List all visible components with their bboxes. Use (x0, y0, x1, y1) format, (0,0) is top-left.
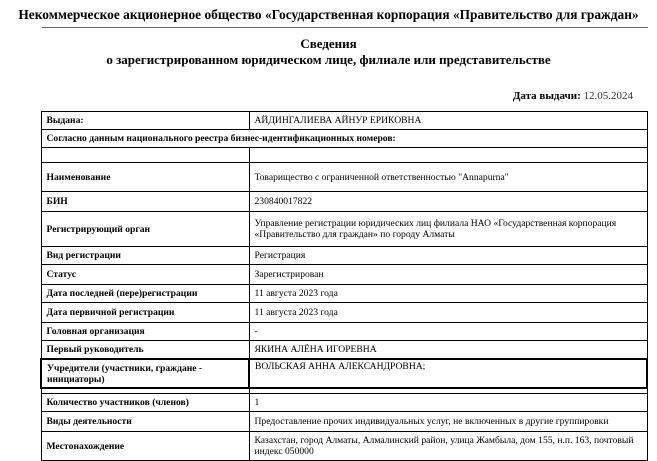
row-value-founders: ВОЛЬСКАЯ АННА АЛЕКСАНДРОВНА; (249, 359, 647, 388)
table-row (41, 163, 647, 192)
row-label-first-manager: Первый руководитель (41, 341, 249, 360)
header-divider (42, 27, 648, 28)
row-label-participant-count: Количество участников (членов) (41, 394, 249, 412)
table-row-source-note (41, 130, 647, 148)
table-row-issued-to (41, 112, 647, 130)
row-label-registering-authority: Регистрирующий орган (41, 212, 249, 247)
document-title: Сведения (300, 36, 357, 51)
table-row (41, 341, 647, 360)
row-label-first-registration: Дата первичной регистрации (41, 303, 249, 323)
table-row (41, 432, 647, 461)
row-label-last-registration: Дата последней (пере)регистрации (41, 285, 249, 303)
row-label-bin: БИН (41, 192, 249, 212)
document-subtitle: о зарегистрированном юридическом лице, филиале или представительстве (106, 52, 551, 67)
registration-info-table (40, 111, 648, 461)
issue-date-value: 12.05.2024 (583, 90, 633, 102)
table-row (41, 323, 647, 341)
table-row (41, 359, 647, 388)
row-value-first-manager: ЯКИНА АЛЁНА ИГОРЕВНА (249, 341, 647, 360)
issued-to-label: Выдана: (41, 112, 249, 130)
row-value-name: Товарищество с ограниченной ответственностью "Annapurna" (249, 163, 647, 192)
row-value-first-registration: 11 августа 2023 года (249, 303, 647, 323)
issue-date (513, 89, 633, 103)
organization-title: Некоммерческое акционерное общество «Государственная корпорация «Правительство для граждан» (18, 7, 639, 22)
row-label-head-organization: Головная организация (41, 323, 249, 341)
row-value-registration-type: Регистрация (249, 247, 647, 265)
table-row (41, 265, 647, 285)
issued-to-value: АЙДИНГАЛИЕВА АЙНУР ЕРИКОВНА (249, 112, 647, 130)
row-value-head-organization: - (249, 323, 647, 341)
row-value-bin: 230840017822 (249, 192, 647, 212)
table-row (41, 192, 647, 212)
issue-date-label: Дата выдачи: (512, 90, 581, 102)
row-value-registering-authority: Управление регистрации юридических лиц филиала НАО «Государственная корпорация «Правительство для граждан» по городу Алматы (249, 212, 647, 247)
row-label-status: Статус (41, 265, 249, 285)
table-row (41, 247, 647, 265)
row-label-registration-type: Вид регистрации (41, 247, 249, 265)
table-row-spacer (41, 148, 647, 163)
row-label-location: Местонахождение (41, 432, 249, 461)
row-value-status: Зарегистрирован (249, 265, 647, 285)
row-value-activities: Предоставление прочих индивидуальных услуг, не включенных в другие группировки (249, 412, 647, 432)
spacer-cell (249, 148, 647, 163)
spacer-cell (41, 148, 249, 163)
table-row (41, 285, 647, 303)
row-value-participant-count: 1 (249, 394, 647, 412)
table-row (41, 212, 647, 247)
row-label-name: Наименование (41, 163, 249, 192)
table-row (41, 303, 647, 323)
row-label-activities: Виды деятельности (41, 412, 249, 432)
source-note: Согласно данным национального реестра бизнес-идентификационных номеров: (41, 130, 647, 148)
table-row (41, 412, 647, 432)
table-row (41, 394, 647, 412)
row-label-founders: Учредители (участники, граждане - инициаторы) (41, 359, 249, 388)
row-value-last-registration: 11 августа 2023 года (249, 285, 647, 303)
row-value-location: Казахстан, город Алматы, Алмалинский район, улица Жамбыла, дом 155, н.п. 163, почтовый индекс 050000 (249, 432, 647, 461)
